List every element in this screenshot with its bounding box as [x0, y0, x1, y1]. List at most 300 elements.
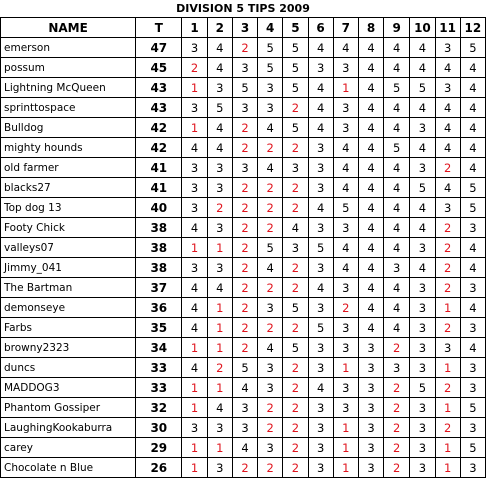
- round-score: 4: [182, 298, 207, 318]
- round-score: 4: [410, 138, 435, 158]
- total-score: 41: [136, 178, 182, 198]
- round-score: 3: [283, 238, 308, 258]
- round-score: 3: [182, 158, 207, 178]
- round-score: 3: [410, 298, 435, 318]
- player-name: browny2323: [1, 338, 136, 358]
- round-score: 5: [460, 398, 485, 418]
- round-score: 4: [333, 158, 358, 178]
- player-name: Jimmy_041: [1, 258, 136, 278]
- round-score: 2: [258, 418, 283, 438]
- round-score: 2: [283, 358, 308, 378]
- round-score: 1: [435, 438, 460, 458]
- player-name: Farbs: [1, 318, 136, 338]
- round-score: 3: [182, 258, 207, 278]
- round-column-header: 6: [308, 18, 333, 38]
- round-score: 3: [410, 278, 435, 298]
- round-score: 3: [410, 418, 435, 438]
- player-name: mighty hounds: [1, 138, 136, 158]
- table-row: [1, 178, 486, 198]
- round-score: 4: [358, 38, 383, 58]
- table-row: [1, 78, 486, 98]
- round-score: 5: [283, 78, 308, 98]
- round-score: 4: [358, 318, 383, 338]
- round-score: 4: [333, 258, 358, 278]
- round-score: 4: [207, 118, 232, 138]
- player-name: Top dog 13: [1, 198, 136, 218]
- table-row: [1, 38, 486, 58]
- round-score: 1: [333, 358, 358, 378]
- round-score: 3: [410, 398, 435, 418]
- round-score: 2: [232, 298, 257, 318]
- round-score: 4: [308, 118, 333, 138]
- round-score: 4: [384, 278, 410, 298]
- round-column-header: 9: [384, 18, 410, 38]
- player-name: sprinttospace: [1, 98, 136, 118]
- table-row: [1, 138, 486, 158]
- round-score: 3: [333, 338, 358, 358]
- round-score: 2: [258, 458, 283, 478]
- round-score: 4: [460, 338, 485, 358]
- round-score: 3: [308, 358, 333, 378]
- table-row: [1, 318, 486, 338]
- round-score: 4: [182, 358, 207, 378]
- round-score: 5: [283, 338, 308, 358]
- round-score: 4: [182, 218, 207, 238]
- round-score: 4: [358, 78, 383, 98]
- round-score: 4: [207, 278, 232, 298]
- round-score: 2: [232, 458, 257, 478]
- sheet-title: DIVISION 5 TIPS 2009: [176, 2, 310, 15]
- round-column-header: 12: [460, 18, 485, 38]
- round-score: 4: [435, 98, 460, 118]
- round-score: 3: [308, 178, 333, 198]
- round-score: 2: [232, 318, 257, 338]
- round-score: 1: [182, 78, 207, 98]
- round-score: 4: [333, 178, 358, 198]
- round-score: 4: [182, 138, 207, 158]
- round-score: 2: [258, 218, 283, 238]
- player-name: duncs: [1, 358, 136, 378]
- round-score: 4: [358, 218, 383, 238]
- round-score: 2: [384, 418, 410, 438]
- round-score: 3: [358, 398, 383, 418]
- round-score: 3: [207, 178, 232, 198]
- round-score: 3: [258, 378, 283, 398]
- round-score: 3: [182, 178, 207, 198]
- round-score: 3: [358, 378, 383, 398]
- round-score: 1: [435, 398, 460, 418]
- round-score: 5: [232, 358, 257, 378]
- round-score: 3: [410, 358, 435, 378]
- round-score: 4: [207, 398, 232, 418]
- table-row: [1, 358, 486, 378]
- round-score: 2: [384, 438, 410, 458]
- round-score: 3: [232, 58, 257, 78]
- round-score: 4: [283, 218, 308, 238]
- round-score: 4: [258, 158, 283, 178]
- round-score: 4: [460, 238, 485, 258]
- round-score: 4: [460, 98, 485, 118]
- table-body: [1, 38, 486, 478]
- round-score: 3: [358, 438, 383, 458]
- round-score: 1: [435, 458, 460, 478]
- table-row: [1, 278, 486, 298]
- player-name: possum: [1, 58, 136, 78]
- round-score: 4: [358, 198, 383, 218]
- round-score: 4: [435, 58, 460, 78]
- round-score: 2: [232, 258, 257, 278]
- round-score: 5: [410, 178, 435, 198]
- round-score: 2: [384, 398, 410, 418]
- round-score: 4: [435, 118, 460, 138]
- total-score: 41: [136, 158, 182, 178]
- round-score: 2: [232, 238, 257, 258]
- round-score: 5: [333, 198, 358, 218]
- round-score: 5: [384, 138, 410, 158]
- round-score: 4: [460, 78, 485, 98]
- round-score: 3: [384, 258, 410, 278]
- round-score: 4: [308, 98, 333, 118]
- round-score: 3: [258, 438, 283, 458]
- total-score: 32: [136, 398, 182, 418]
- round-score: 3: [460, 318, 485, 338]
- round-column-header: 4: [258, 18, 283, 38]
- round-score: 4: [258, 338, 283, 358]
- round-score: 2: [435, 238, 460, 258]
- round-column-header: 3: [232, 18, 257, 38]
- round-score: 2: [435, 418, 460, 438]
- player-name: MADDOG3: [1, 378, 136, 398]
- table-row: [1, 118, 486, 138]
- player-name: blacks27: [1, 178, 136, 198]
- round-score: 4: [384, 158, 410, 178]
- table-row: [1, 418, 486, 438]
- table-row: [1, 398, 486, 418]
- round-score: 4: [258, 118, 283, 138]
- round-score: 3: [460, 418, 485, 438]
- round-column-header: 11: [435, 18, 460, 38]
- round-score: 2: [232, 338, 257, 358]
- round-score: 4: [358, 298, 383, 318]
- round-score: 3: [207, 418, 232, 438]
- round-score: 2: [258, 178, 283, 198]
- player-name: LaughingKookaburra: [1, 418, 136, 438]
- round-score: 4: [384, 298, 410, 318]
- player-name: Chocolate n Blue: [1, 458, 136, 478]
- round-score: 1: [182, 238, 207, 258]
- round-score: 3: [207, 78, 232, 98]
- round-score: 1: [435, 358, 460, 378]
- round-score: 5: [207, 98, 232, 118]
- round-score: 2: [182, 58, 207, 78]
- round-score: 3: [308, 158, 333, 178]
- round-score: 4: [410, 58, 435, 78]
- player-name: valleys07: [1, 238, 136, 258]
- round-score: 3: [232, 98, 257, 118]
- round-score: 2: [283, 378, 308, 398]
- round-score: 3: [333, 378, 358, 398]
- round-score: 1: [207, 318, 232, 338]
- round-score: 4: [308, 78, 333, 98]
- round-score: 2: [232, 38, 257, 58]
- round-score: 3: [410, 238, 435, 258]
- round-score: 1: [333, 78, 358, 98]
- round-score: 3: [283, 158, 308, 178]
- round-score: 4: [384, 318, 410, 338]
- round-score: 2: [435, 158, 460, 178]
- round-score: 4: [358, 178, 383, 198]
- round-score: 3: [410, 158, 435, 178]
- total-score: 43: [136, 98, 182, 118]
- round-score: 3: [308, 258, 333, 278]
- round-score: 4: [258, 258, 283, 278]
- table-row: [1, 218, 486, 238]
- round-score: 2: [207, 358, 232, 378]
- round-score: 2: [283, 278, 308, 298]
- round-score: 2: [232, 118, 257, 138]
- round-score: 4: [358, 118, 383, 138]
- table-row: [1, 338, 486, 358]
- round-score: 4: [410, 258, 435, 278]
- round-score: 3: [258, 78, 283, 98]
- round-score: 3: [460, 218, 485, 238]
- round-score: 5: [384, 78, 410, 98]
- round-score: 3: [182, 418, 207, 438]
- round-score: 5: [460, 198, 485, 218]
- table-row: [1, 238, 486, 258]
- round-score: 3: [435, 38, 460, 58]
- total-score: 36: [136, 298, 182, 318]
- round-score: 2: [232, 278, 257, 298]
- round-score: 2: [283, 138, 308, 158]
- round-score: 4: [308, 38, 333, 58]
- round-score: 3: [308, 138, 333, 158]
- round-score: 2: [384, 338, 410, 358]
- player-name: emerson: [1, 38, 136, 58]
- round-score: 3: [410, 318, 435, 338]
- total-score: 42: [136, 138, 182, 158]
- total-score: 30: [136, 418, 182, 438]
- round-score: 4: [460, 138, 485, 158]
- round-score: 5: [283, 38, 308, 58]
- round-score: 2: [283, 398, 308, 418]
- round-score: 4: [384, 58, 410, 78]
- round-score: 5: [283, 118, 308, 138]
- round-score: 2: [283, 98, 308, 118]
- round-column-header: 2: [207, 18, 232, 38]
- round-score: 4: [435, 178, 460, 198]
- round-score: 3: [358, 458, 383, 478]
- round-score: 1: [207, 238, 232, 258]
- round-column-header: 5: [283, 18, 308, 38]
- round-score: 2: [283, 318, 308, 338]
- round-score: 3: [410, 338, 435, 358]
- player-name: old farmer: [1, 158, 136, 178]
- round-score: 2: [232, 198, 257, 218]
- player-name: Lightning McQueen: [1, 78, 136, 98]
- round-score: 2: [435, 258, 460, 278]
- round-score: 2: [435, 278, 460, 298]
- player-name: demonseye: [1, 298, 136, 318]
- name-column-header: NAME: [1, 18, 136, 38]
- round-score: 1: [207, 338, 232, 358]
- round-score: 3: [460, 458, 485, 478]
- round-score: 3: [333, 98, 358, 118]
- round-score: 3: [308, 418, 333, 438]
- total-score: 26: [136, 458, 182, 478]
- round-score: 3: [333, 278, 358, 298]
- round-score: 1: [182, 118, 207, 138]
- total-score: 37: [136, 278, 182, 298]
- round-score: 4: [207, 38, 232, 58]
- round-score: 3: [232, 398, 257, 418]
- round-score: 5: [283, 298, 308, 318]
- table-row: [1, 58, 486, 78]
- round-score: 4: [460, 298, 485, 318]
- round-score: 3: [308, 398, 333, 418]
- total-score: 33: [136, 358, 182, 378]
- header-row: [1, 18, 486, 38]
- round-score: 3: [207, 458, 232, 478]
- player-name: Bulldog: [1, 118, 136, 138]
- round-score: 2: [435, 218, 460, 238]
- round-score: 3: [182, 38, 207, 58]
- round-score: 5: [460, 38, 485, 58]
- round-score: 4: [358, 138, 383, 158]
- round-score: 3: [435, 198, 460, 218]
- total-score: 43: [136, 78, 182, 98]
- round-score: 3: [258, 358, 283, 378]
- round-score: 5: [308, 238, 333, 258]
- table-row: [1, 458, 486, 478]
- round-score: 4: [358, 278, 383, 298]
- round-score: 1: [207, 298, 232, 318]
- round-column-header: 8: [358, 18, 383, 38]
- round-score: 2: [232, 178, 257, 198]
- round-score: 5: [258, 58, 283, 78]
- round-score: 2: [333, 298, 358, 318]
- table-row: [1, 378, 486, 398]
- round-score: 4: [460, 118, 485, 138]
- total-score: 34: [136, 338, 182, 358]
- round-score: 3: [308, 58, 333, 78]
- round-score: 3: [460, 278, 485, 298]
- round-column-header: 1: [182, 18, 207, 38]
- round-score: 4: [333, 138, 358, 158]
- round-score: 3: [410, 458, 435, 478]
- round-score: 2: [258, 318, 283, 338]
- round-score: 4: [232, 378, 257, 398]
- round-score: 5: [258, 38, 283, 58]
- table-row: [1, 198, 486, 218]
- round-score: 4: [435, 138, 460, 158]
- round-score: 3: [182, 198, 207, 218]
- round-score: 4: [460, 58, 485, 78]
- round-score: 3: [333, 118, 358, 138]
- round-score: 4: [384, 198, 410, 218]
- round-score: 3: [410, 438, 435, 458]
- round-score: 4: [358, 158, 383, 178]
- total-column-header: T: [136, 18, 182, 38]
- round-score: 4: [384, 218, 410, 238]
- table-row: [1, 298, 486, 318]
- player-name: carey: [1, 438, 136, 458]
- total-score: 29: [136, 438, 182, 458]
- round-score: 5: [460, 178, 485, 198]
- round-score: 3: [358, 338, 383, 358]
- round-score: 2: [232, 218, 257, 238]
- round-score: 1: [182, 458, 207, 478]
- round-score: 2: [232, 138, 257, 158]
- round-score: 2: [384, 458, 410, 478]
- table-row: [1, 98, 486, 118]
- round-score: 4: [358, 98, 383, 118]
- round-score: 2: [384, 378, 410, 398]
- round-score: 5: [410, 378, 435, 398]
- total-score: 47: [136, 38, 182, 58]
- round-score: 1: [435, 298, 460, 318]
- round-score: 4: [410, 198, 435, 218]
- round-score: 4: [410, 218, 435, 238]
- round-score: 4: [308, 198, 333, 218]
- round-score: 3: [258, 98, 283, 118]
- round-score: 3: [435, 338, 460, 358]
- total-score: 38: [136, 218, 182, 238]
- total-score: 38: [136, 238, 182, 258]
- round-score: 3: [358, 358, 383, 378]
- round-score: 2: [258, 198, 283, 218]
- round-score: 1: [333, 438, 358, 458]
- round-score: 1: [182, 378, 207, 398]
- round-score: 3: [460, 358, 485, 378]
- round-score: 5: [283, 58, 308, 78]
- round-score: 3: [333, 218, 358, 238]
- total-score: 33: [136, 378, 182, 398]
- table-row: [1, 258, 486, 278]
- round-score: 4: [384, 178, 410, 198]
- round-score: 3: [308, 458, 333, 478]
- round-score: 3: [308, 298, 333, 318]
- total-score: 40: [136, 198, 182, 218]
- round-score: 5: [460, 438, 485, 458]
- round-score: 5: [410, 78, 435, 98]
- round-score: 3: [232, 158, 257, 178]
- round-score: 1: [182, 438, 207, 458]
- round-score: 3: [308, 218, 333, 238]
- round-score: 2: [283, 258, 308, 278]
- round-score: 3: [308, 338, 333, 358]
- round-score: 1: [207, 438, 232, 458]
- round-score: 2: [283, 458, 308, 478]
- round-score: 4: [333, 38, 358, 58]
- round-score: 2: [435, 318, 460, 338]
- round-score: 1: [333, 458, 358, 478]
- total-score: 35: [136, 318, 182, 338]
- round-score: 3: [207, 258, 232, 278]
- round-score: 4: [384, 98, 410, 118]
- round-score: 4: [182, 278, 207, 298]
- round-score: 2: [283, 418, 308, 438]
- round-score: 3: [333, 398, 358, 418]
- table-row: [1, 158, 486, 178]
- round-score: 4: [207, 58, 232, 78]
- round-score: 2: [258, 278, 283, 298]
- round-score: 3: [384, 358, 410, 378]
- round-score: 4: [384, 238, 410, 258]
- round-score: 1: [182, 398, 207, 418]
- tips-table: [0, 17, 486, 478]
- round-score: 2: [435, 378, 460, 398]
